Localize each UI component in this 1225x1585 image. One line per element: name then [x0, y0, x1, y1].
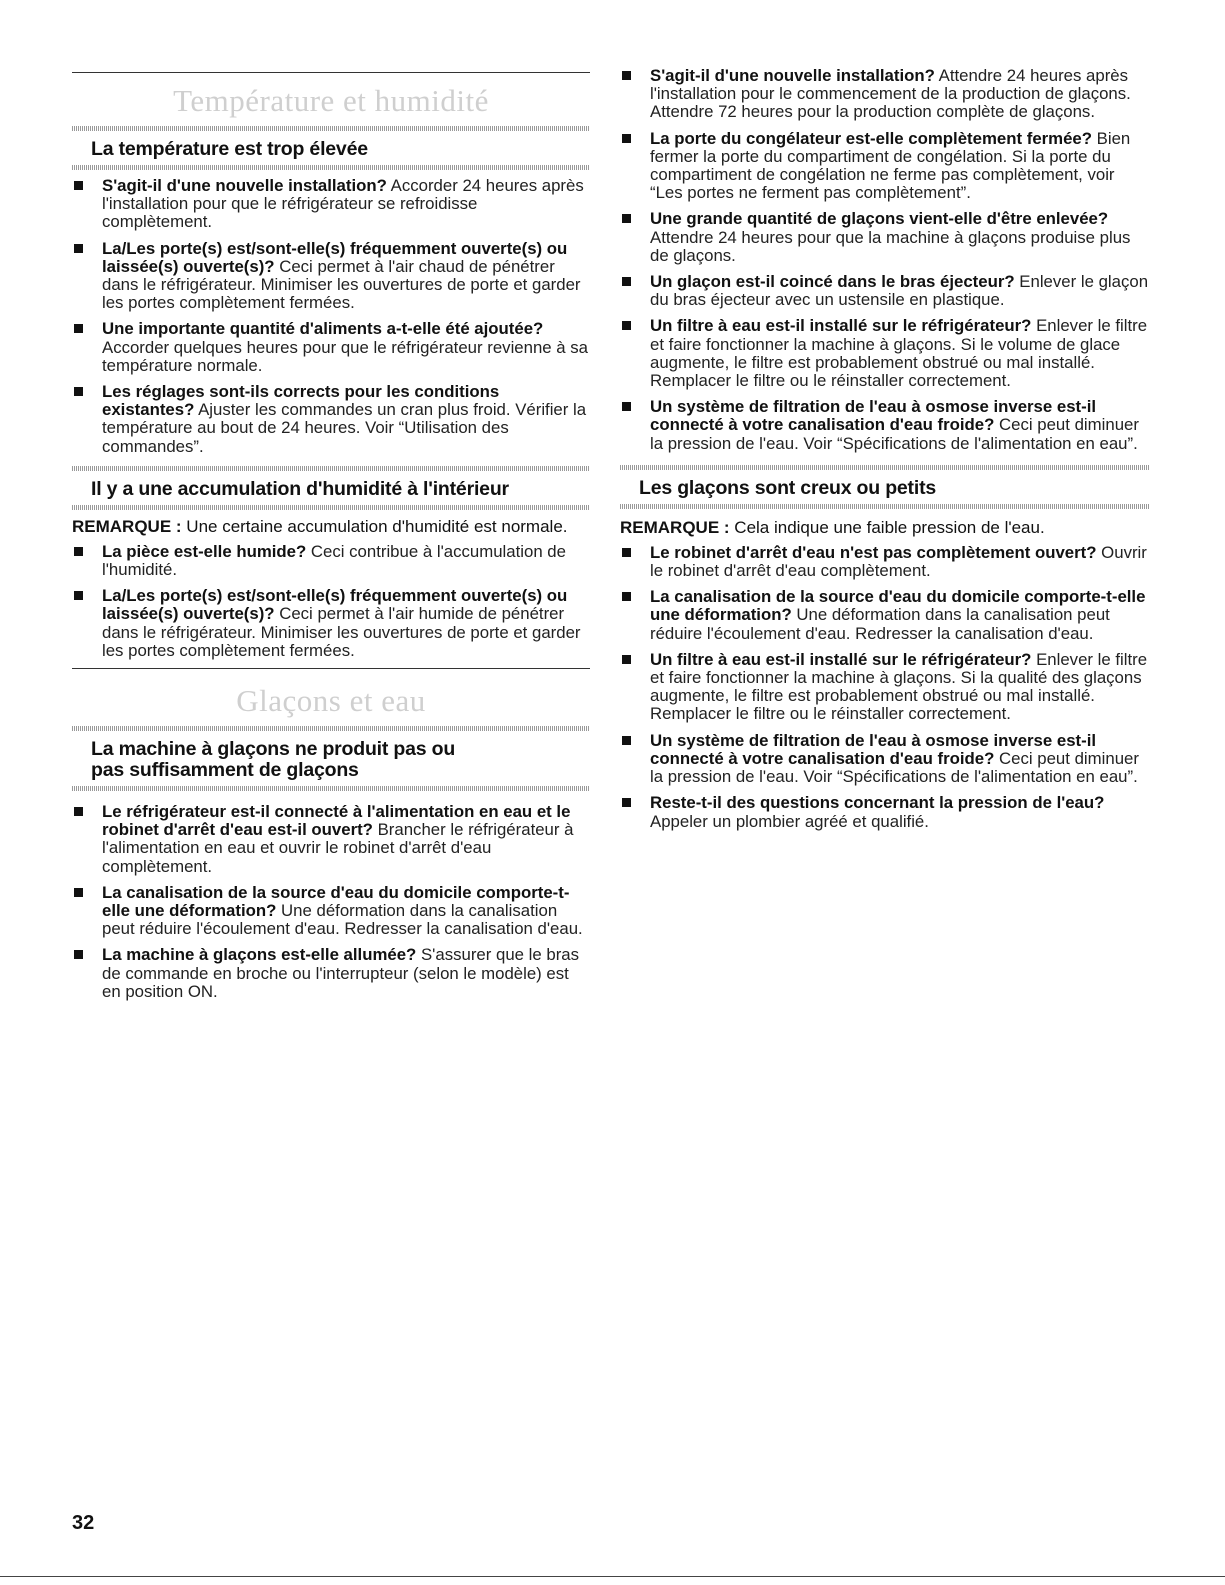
list-item — [620, 651, 1150, 724]
note-text: Cela indique une faible pression de l'eau. — [729, 517, 1045, 537]
square-bullet-icon — [74, 181, 83, 190]
list-item — [620, 544, 1150, 580]
subheading-humidity: Il y a une accumulation d'humidité à l'intérieur — [91, 477, 509, 500]
question-text: Un système de filtration de l'eau à osmose inverse est-il connecté à votre canalisation d'eau froide? — [650, 397, 1097, 435]
list-item — [620, 317, 1150, 390]
list-item — [72, 803, 590, 876]
question-text: Le robinet d'arrêt d'eau n'est pas complètement ouvert? — [650, 542, 1097, 562]
hatch-divider — [72, 505, 590, 510]
answer-text: Une déformation dans la canalisation peut réduire l'écoulement d'eau. Redresser la canalisation d'eau. — [102, 901, 583, 939]
question-text: Un filtre à eau est-il installé sur le réfrigérateur? — [650, 649, 1032, 669]
page-number: 32 — [72, 1512, 95, 1534]
bottom-rule — [0, 1576, 1225, 1577]
hatch-divider — [72, 165, 590, 170]
question-text: Une importante quantité d'aliments a-t-elle été ajoutée? — [102, 319, 544, 339]
note-text: Une certaine accumulation d'humidité est normale. — [181, 516, 568, 536]
question-text: La/Les porte(s) est/sont-elle(s) fréquemment ouverte(s) ou laissée(s) ouverte(s)? — [102, 238, 568, 276]
question-text: Un filtre à eau est-il installé sur le réfrigérateur? — [650, 316, 1032, 336]
section-title-ice: Glaçons et eau — [236, 683, 426, 719]
answer-text: Enlever le glaçon du bras éjecteur avec un ustensile en plastique. — [650, 272, 1149, 310]
list-item — [72, 884, 590, 939]
answer-text: Une déformation dans la canalisation peut réduire l'écoulement d'eau. Redresser la canalisation d'eau. — [650, 605, 1110, 643]
list-item — [72, 240, 590, 313]
question-text: La canalisation de la source d'eau du domicile comporte-t-elle une déformation? — [102, 882, 570, 921]
square-bullet-icon — [74, 387, 83, 396]
list-item — [72, 177, 590, 232]
square-bullet-icon — [74, 591, 83, 600]
square-bullet-icon — [622, 321, 631, 330]
hatch-divider — [620, 504, 1150, 509]
square-bullet-icon — [622, 655, 631, 664]
list-item — [72, 543, 590, 579]
section-title-temperature: Température et humidité — [173, 83, 489, 118]
list-item — [620, 67, 1150, 122]
question-text: La canalisation de la source d'eau du domicile comporte-t-elle une déformation? — [650, 587, 1146, 625]
question-text: S'agit-il d'une nouvelle installation? — [650, 66, 935, 85]
question-text: Une grande quantité de glaçons vient-elle d'être enlevée? — [650, 209, 1109, 229]
answer-text: Ceci peut diminuer la pression de l'eau. Voir “Spécifications de l'alimentation en eau”. — [650, 748, 1139, 787]
answer-text: Bien fermer la porte du compartiment de congélation. Si la porte du compartiment de congélation ne ferme pas complètement, voir “Les portes ne ferment pas complètement”. — [650, 128, 1131, 203]
list-item — [620, 398, 1150, 453]
answer-text: Attendre 24 heures après l'installation pour le commencement de la production de glaçons. Attendre 72 heures pour la production complète de glaçons. — [650, 66, 1131, 122]
subheading-temp-high: La température est trop élevée — [91, 138, 368, 160]
square-bullet-icon — [622, 214, 631, 223]
list-ice-machine-continued — [620, 67, 1150, 453]
answer-text: Ouvrir le robinet d'arrêt d'eau complètement. — [650, 542, 1147, 581]
answer-text: Enlever le filtre et faire fonctionner la machine à glaçons. Si le volume de glace augmente, le filtre est probablement obstrué ou mal installé. Remplacer le filtre ou le réinstaller correctement. — [650, 316, 1148, 391]
square-bullet-icon — [74, 324, 83, 333]
list-item — [620, 732, 1150, 787]
square-bullet-icon — [622, 798, 631, 807]
subheading-hollow-ice: Les glaçons sont creux ou petits — [639, 476, 937, 499]
square-bullet-icon — [622, 736, 631, 745]
square-bullet-icon — [622, 71, 631, 80]
question-text: La porte du congélateur est-elle complètement fermée? — [650, 128, 1093, 148]
right-column — [620, 0, 1150, 839]
question-text: La pièce est-elle humide? — [102, 541, 307, 561]
answer-text: Enlever le filtre et faire fonctionner la machine à glaçons. Si la qualité des glaçons augmente, le filtre est probablement obstrué ou mal installé. Remplacer le filtre ou le réinstaller correctement. — [650, 649, 1148, 724]
list-ice-machine — [72, 803, 590, 1001]
square-bullet-icon — [622, 134, 631, 143]
question-text: S'agit-il d'une nouvelle installation? — [102, 176, 387, 195]
question-text: Un système de filtration de l'eau à osmose inverse est-il connecté à votre canalisation d'eau froide? — [650, 730, 1097, 768]
list-temp-high — [72, 177, 590, 456]
square-bullet-icon — [622, 592, 631, 601]
question-text: Les réglages sont-ils corrects pour les conditions existantes? — [102, 382, 500, 420]
note-humidity — [72, 517, 590, 536]
answer-text: Ajuster les commandes un cran plus froid. Vérifier la température au bout de 24 heures. Voir “Utilisation des commandes”. — [102, 400, 587, 456]
question-text: La machine à glaçons est-elle allumée? — [102, 945, 417, 965]
square-bullet-icon — [74, 888, 83, 897]
question-text: Le réfrigérateur est-il connecté à l'alimentation en eau et le robinet d'arrêt d'eau est-il ouvert? — [102, 802, 571, 840]
list-item — [620, 794, 1150, 830]
list-item — [72, 383, 590, 456]
note-label: REMARQUE : — [72, 516, 182, 536]
square-bullet-icon — [74, 950, 83, 959]
list-item — [620, 588, 1150, 643]
list-humidity — [72, 543, 590, 660]
answer-text: Ceci permet à l'air humide de pénétrer dans le réfrigérateur. Minimiser les ouvertures de porte et garder les portes complètement fermées. — [102, 604, 581, 660]
square-bullet-icon — [74, 807, 83, 816]
section-rule — [72, 72, 590, 73]
hatch-divider — [72, 786, 590, 791]
list-item — [620, 273, 1150, 309]
question-text: Un glaçon est-il coincé dans le bras éjecteur? — [650, 272, 1015, 292]
answer-text: Accorder quelques heures pour que le réfrigérateur revienne à sa température normale. — [102, 337, 589, 375]
square-bullet-icon — [74, 547, 83, 556]
square-bullet-icon — [622, 402, 631, 411]
note-label: REMARQUE : — [620, 517, 730, 537]
question-text: La/Les porte(s) est/sont-elle(s) fréquemment ouverte(s) ou laissée(s) ouverte(s)? — [102, 586, 568, 624]
list-item — [620, 130, 1150, 203]
list-item — [72, 946, 590, 1001]
list-item — [72, 320, 590, 375]
square-bullet-icon — [622, 277, 631, 286]
answer-text: Brancher le réfrigérateur à l'alimentation en eau et ouvrir le robinet d'arrêt d'eau complètement. — [102, 820, 574, 876]
square-bullet-icon — [74, 244, 83, 253]
list-item — [620, 210, 1150, 265]
square-bullet-icon — [622, 548, 631, 557]
question-text: Reste-t-il des questions concernant la pression de l'eau? — [650, 793, 1105, 813]
answer-text: Attendre 24 heures pour que la machine à glaçons produise plus de glaçons. — [650, 227, 1131, 265]
answer-text: Appeler un plombier agréé et qualifié. — [650, 811, 929, 831]
answer-text: Accorder 24 heures après l'installation pour que le réfrigérateur se refroidisse complètement. — [102, 176, 584, 232]
subheading-ice-machine: La machine à glaçons ne produit pas ou pas suffisamment de glaçons — [91, 738, 456, 782]
answer-text: Ceci contribue à l'accumulation de l'humidité. — [102, 541, 566, 580]
section-rule — [72, 668, 590, 669]
answer-text: S'assurer que le bras de commande en broche ou l'interrupteur (selon le modèle) est en position ON. — [102, 945, 580, 1001]
answer-text: Ceci permet à l'air chaud de pénétrer dans le réfrigérateur. Minimiser les ouvertures de porte et garder les portes complètement fermées. — [102, 256, 581, 313]
list-item — [72, 587, 590, 660]
note-hollow-ice — [620, 518, 1150, 537]
left-column — [72, 0, 590, 1009]
answer-text: Ceci peut diminuer la pression de l'eau. Voir “Spécifications de l'alimentation en eau”. — [650, 415, 1139, 453]
list-hollow-ice — [620, 544, 1150, 831]
